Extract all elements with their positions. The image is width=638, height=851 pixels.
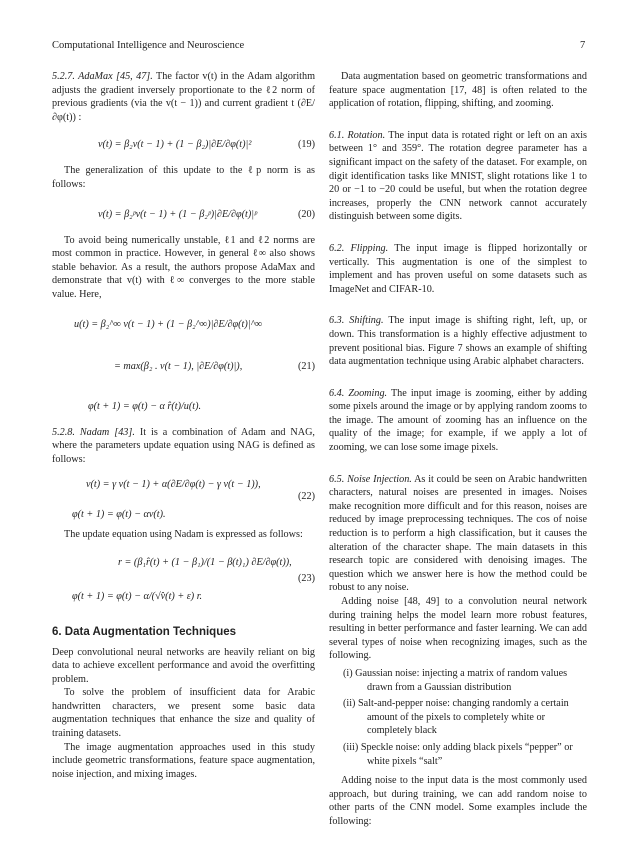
- section-6-paragraph-3: The image augmentation approaches used in this study include geometric transformations, feature space augmentation, noise injection, and mixing images.: [52, 741, 315, 780]
- shifting-paragraph: [329, 314, 587, 368]
- shifting-text: The input image is shifting right, left, up, or down. This transformation is a highly effective adjustment to prevent positional bias. Figure 7 shows an example of shifting data augmentation technique using Arabic alphabet characters.: [329, 315, 587, 368]
- nadam-paragraph: [52, 426, 315, 467]
- flipping-heading: 6.2. Flipping.: [329, 242, 389, 254]
- rotation-heading: 6.1. Rotation.: [329, 129, 386, 141]
- equation-23-number: (23): [298, 572, 315, 584]
- equation-23-line1: r = (β₁r̂(t) + (1 − β₁)/(1 − β(t)₁) ∂E/∂φ(t)),: [118, 556, 292, 568]
- adamax-text: The factor v(t) in the Adam algorithm adjusts the gradient inversely proportionate to the ℓ2 norm of previous gradients (via the v(t − 1)) and current gradient t (∂E/∂φ(t)) :: [52, 71, 315, 123]
- equation-22: [52, 472, 315, 528]
- adamax-generalization: The generalization of this update to the ℓp norm is as follows:: [52, 165, 315, 190]
- noise-heading: 6.5. Noise Injection.: [329, 473, 412, 485]
- equation-21-number: (21): [298, 360, 315, 372]
- list-item: [329, 741, 587, 768]
- shifting-heading: 6.3. Shifting.: [329, 315, 384, 327]
- list-item: [329, 667, 587, 694]
- list-item-text: Salt-and-pepper noise: changing randomly a certain amount of the pixels to completely white or completely black: [358, 698, 569, 737]
- list-item-text: Speckle noise: only adding black pixels “pepper” or white pixels “salt”: [360, 741, 573, 767]
- noise-types-list: [329, 667, 587, 768]
- noise-paragraph: [329, 473, 587, 595]
- flipping-text: The input image is flipped horizontally or vertically. This augmentation is one of the simplest to implement and has proven useful on some datasets such as ImageNet and CIFAR-10.: [329, 242, 587, 295]
- equation-22-line1: v(t) = γ v(t − 1) + α(∂E/∂φ(t) − γ v(t − 1)),: [86, 479, 261, 491]
- equation-22-number: (22): [298, 491, 315, 503]
- list-item-number: (i): [343, 667, 353, 679]
- section-6-paragraph-2: To solve the problem of insufficient data for Arabic handwritten characters, we present some basic data augmentation techniques that enhance the size and quality of training datasets.: [52, 687, 315, 740]
- adamax-stability: To avoid being numerically unstable, ℓ1 and ℓ2 norms are most common in practice. However, in general ℓ∞ also shows stable behavior. As a result, the authors propose AdaMax and demonstrate that v(t) with ℓ∞ converges to the more stable value. Here,: [52, 234, 315, 300]
- list-item-number: (iii): [343, 741, 359, 753]
- closing-paragraph: Adding noise to the input data is the most commonly used approach, but during training, we can add random noise to other parts of the CNN model. Some examples include the following:: [329, 775, 587, 827]
- equation-20-number: (20): [298, 208, 315, 220]
- flipping-paragraph: [329, 242, 587, 296]
- running-header: Computational Intelligence and Neuroscience: [52, 40, 245, 51]
- equation-21: [52, 308, 315, 426]
- noise-paragraph-2: Adding noise [48, 49] to a convolution neural network during training helps the model learn more robust features, resulting in better performance and faster learning. We can add several types of noise when recognizing images, such as the following.: [329, 596, 587, 662]
- nadam-text: It is a combination of Adam and NAG, where the parameters update equation using NAG is defined as follows:: [52, 426, 315, 465]
- equation-19: [52, 130, 315, 164]
- equation-23-line2: φ(t + 1) = φ(t) − α/(√v̂(t) + ε) r.: [72, 590, 203, 602]
- page-number: 7: [580, 40, 586, 51]
- equation-22-line2: φ(t + 1) = φ(t) − αv(t).: [72, 509, 166, 521]
- nadam-update-intro: The update equation using Nadam is expressed as follows:: [64, 529, 303, 541]
- right-column: [329, 70, 587, 829]
- adamax-paragraph: [52, 70, 315, 124]
- augmentation-intro: Data augmentation based on geometric transformations and feature space augmentation [17, 48] is often related to the application of rotation, flipping, shifting, and zooming.: [329, 71, 587, 110]
- nadam-heading: 5.2.8. Nadam [43].: [52, 426, 135, 438]
- list-item-number: (ii): [343, 698, 356, 710]
- zooming-heading: 6.4. Zooming.: [329, 387, 388, 399]
- equation-21-line3: φ(t + 1) = φ(t) − α r̂(t)/u(t).: [88, 400, 202, 412]
- section-6-heading: 6. Data Augmentation Techniques: [52, 625, 237, 638]
- equation-19-number: (19): [298, 139, 315, 151]
- left-column: [52, 70, 315, 781]
- equation-23: [52, 548, 315, 612]
- adamax-heading: 5.2.7. AdaMax [45, 47].: [52, 71, 153, 82]
- list-item-text: Gaussian noise: injecting a matrix of random values drawn from a Gaussian distribution: [355, 667, 568, 693]
- zooming-paragraph: [329, 387, 587, 455]
- equation-20: [52, 198, 315, 234]
- section-6-paragraph-1: Deep convolutional neural networks are heavily reliant on big data to achieve excellent performance and avoid the overfitting problem.: [52, 646, 315, 685]
- equation-20-body: v(t) = β₂ᵖv(t − 1) + (1 − β₂ᵖ)|∂E/∂φ(t)|ᵖ: [98, 208, 257, 220]
- rotation-text: The input data is rotated right or left on an axis between 1° and 359°. The rotation degree parameter has a significant impact on the safety of the dataset. For example, on digit identification tasks like MNIST, slight rotations like 1 to 20 or −1 to −20 could be useful, but when the rotation degree increases, properly the CNN network cannot accurately distinguish between some digits.: [329, 129, 587, 223]
- equation-21-line1: u(t) = β₂^∞ v(t − 1) + (1 − β₂^∞)|∂E/∂φ(t)|^∞: [74, 318, 263, 330]
- equation-21-line2: = max(β₂ . v(t − 1), |∂E/∂φ(t)|),: [114, 360, 243, 372]
- list-item: [329, 697, 587, 738]
- zooming-text: The input image is zooming, either by adding some pixels around the image or by applying random zooms to the image. The amount of zooming has an influence on the quality of the image; for example, if we apply a lot of zooming, we can lose some image pixels.: [329, 387, 587, 454]
- equation-19-body: v(t) = β₂v(t − 1) + (1 − β₂)|∂E/∂φ(t)|²: [98, 139, 252, 151]
- noise-text: As it could be seen on Arabic handwritten characters, natural noises are presented in images. Noises make recognition more difficult and for this reason, noises are reduced by image preprocessing techniques. The cos of noise reduction is to perform a high classification, but it causes the alteration of the character shape. The main datasets in this research topic are considered with denoising images. The question which we answer here is how the method could be robust to any noise.: [329, 473, 587, 594]
- rotation-paragraph: [329, 129, 587, 224]
